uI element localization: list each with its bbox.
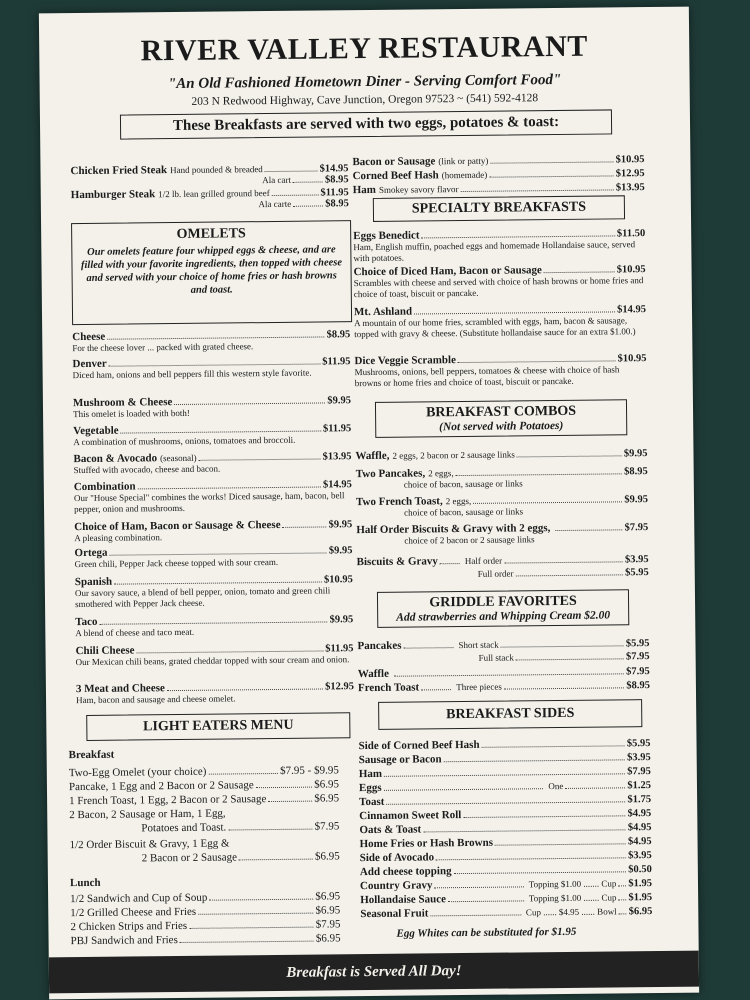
restaurant-name: RIVER VALLEY RESTAURANT xyxy=(140,29,588,68)
menu-item: Oats & Toast $4.95 xyxy=(359,822,652,837)
griddle-box xyxy=(377,589,629,628)
egg-whites-note: Egg Whites can be substituted for $1.95 xyxy=(396,925,577,940)
menu-item: Ham Smokey savory flavor $13.95 xyxy=(352,182,645,197)
light-eaters-heading: LIGHT EATERS MENU xyxy=(86,712,350,741)
address: 203 N Redwood Highway, Cave Junction, Oregon 97523 ~ (541) 592-4128 xyxy=(191,92,539,108)
menu-item: Eggs Benedict $11.50 Ham, English muffin, poached eggs and homemade Hollandaise sauce, served with potatoes. xyxy=(353,228,646,263)
menu-item: Dice Veggie Scramble $10.95 Mushrooms, onions, bell peppers, tomatoes & cheese with choice of hash browns or home fries and choice of toast, biscuit or pancake. xyxy=(354,353,647,388)
menu-item: Bacon or Sausage (link or patty) $10.95 xyxy=(352,154,645,169)
combos-heading: BREAKFAST COMBOS xyxy=(425,403,577,421)
lunch-label: Lunch xyxy=(69,876,101,890)
menu-item: Spanish $10.95 Our savory sauce, a blend of bell pepper, onion, tomato and green chili smothered with Pepper Jack cheese. xyxy=(74,574,353,609)
menu-item: Home Fries or Hash Browns $4.95 xyxy=(359,836,652,851)
griddle-heading: GRIDDLE FAVORITES xyxy=(429,593,577,611)
menu-item: Choice of Diced Ham, Bacon or Sausage $10.95 Scrambles with cheese and served with choice of hash browns or home fries and choice of toast, biscuit or pancake. xyxy=(353,264,646,299)
sides-heading: BREAKFAST SIDES xyxy=(378,699,642,730)
menu-item: Waffle $7.95 xyxy=(357,666,650,681)
menu-item: Eggs One $1.25 xyxy=(358,780,652,795)
menu-item: Country Gravy Topping $1.00 ....... Cup $1.95 xyxy=(359,878,653,893)
menu-item: Taco $9.95 A blend of cheese and taco meat. xyxy=(75,614,354,639)
menu-item: 3 Meat and Cheese $12.95 Ham, bacon and sausage and cheese omelet. xyxy=(75,681,354,706)
menu-item: Biscuits & Gravy Half order $3.95 xyxy=(356,554,649,569)
menu-item: Cheese $8.95 For the cheese lover ... packed with grated cheese. xyxy=(72,329,351,354)
light-item: 1 French Toast, 1 Egg, 2 Bacon or 2 Sausage $6.95 xyxy=(69,792,340,808)
light-item: PBJ Sandwich and Fries $6.95 xyxy=(70,932,341,948)
menu-item: Toast $1.75 xyxy=(359,794,652,809)
menu-item: Ortega $9.95 Green chili, Pepper Jack cheese topped with sour cream. xyxy=(74,545,353,570)
menu-item: Mushroom & Cheese $9.95 This omelet is loaded with both! xyxy=(72,395,351,420)
menu-item: Corned Beef Hash (homemade) $12.95 xyxy=(352,168,645,183)
menu-item: Cinnamon Sweet Roll $4.95 xyxy=(359,808,652,823)
menu-item: Combination $14.95 Our "House Special" combines the works! Diced sausage, ham, bacon, bell pepper, onion and mushrooms. xyxy=(73,479,352,514)
menu-item: Full stack $7.95 xyxy=(478,651,650,663)
menu-item: Bacon & Avocado (seasonal) $13.95 Stuffed with avocado, cheese and bacon. xyxy=(73,451,352,476)
omelets-description: Our omelets feature four whipped eggs & cheese, and are filled with your favorite ingredients, then topped with cheese and served with your choice of home fries or hash browns and toast. xyxy=(80,244,343,296)
omelets-box xyxy=(71,220,352,325)
menu-item: Waffle, 2 eggs, 2 bacon or 2 sausage links $9.95 xyxy=(355,448,648,463)
griddle-subheading: Add strawberries and Whipping Cream $2.00 xyxy=(396,609,611,624)
light-item: 2 Bacon or 2 Sausage $6.95 xyxy=(141,850,340,865)
menu-item: Ham $7.95 xyxy=(358,766,651,781)
menu-item: Denver $11.95 Diced ham, onions and bell peppers fill this western style favorite. xyxy=(72,356,351,381)
tagline: "An Old Fashioned Hometown Diner - Serving Comfort Food" xyxy=(167,71,562,93)
menu-page xyxy=(39,7,699,1000)
light-item: 2 Bacon, 2 Sausage or Ham, 1 Egg, xyxy=(69,807,226,822)
light-item: Two-Egg Omelet (your choice) $7.95 - $9.95 xyxy=(68,764,339,780)
menu-item: Side of Avocado $3.95 xyxy=(359,850,652,865)
combos-box xyxy=(375,399,627,438)
light-item: Potatoes and Toast. $7.95 xyxy=(141,820,340,835)
menu-item: French Toast Three pieces $8.95 xyxy=(357,680,650,695)
menu-item: Half Order Biscuits & Gravy with 2 eggs, $7.95 choice of 2 bacon or 2 sausage links xyxy=(356,522,649,546)
menu-item: Choice of Ham, Bacon or Sausage & Cheese $9.95 A pleasing combination. xyxy=(74,518,353,544)
menu-item: Add cheese topping $0.50 xyxy=(359,864,652,879)
menu-item: Sausage or Bacon $3.95 xyxy=(358,752,651,767)
menu-item: Pancakes Short stack $5.95 xyxy=(357,638,650,653)
light-item: 1/2 Grilled Cheese and Fries $6.95 xyxy=(70,904,341,920)
menu-item: Two French Toast, 2 eggs, $9.95 choice of bacon, sausage or links xyxy=(355,494,649,518)
menu-item: Full order $5.95 xyxy=(477,567,649,579)
combos-subheading: (Not served with Potatoes) xyxy=(439,419,564,434)
specialty-heading: SPECIALTY BREAKFASTS xyxy=(373,195,625,222)
menu-item: Mt. Ashland $14.95 A mountain of our home fries, scrambled with eggs, ham, bacon & sausage, topped with gravy & cheese. (Substitute hollandaise sauce for an extra $1.00.) xyxy=(353,304,647,339)
footer-banner: Breakfast is Served All Day! xyxy=(49,951,699,994)
menu-item: Two Pancakes, 2 eggs, $8.95 choice of bacon, sausage or links xyxy=(355,466,648,490)
breakfast-banner: These Breakfasts are served with two eggs, potatoes & toast: xyxy=(120,109,612,139)
menu-item: Hollandaise Sauce Topping $1.00 ....... Cup $1.95 xyxy=(360,892,653,907)
menu-item: Chicken Fried Steak Hand pounded & breaded $14.95 Ala cart $8.95 xyxy=(70,163,349,186)
breakfast-label: Breakfast xyxy=(68,748,115,762)
menu-item: Chili Cheese $11.95 Our Mexican chili beans, grated cheddar topped with sour cream and onion. xyxy=(75,643,354,668)
menu-item: Hamburger Steak 1/2 lb. lean grilled ground beef $11.95 Ala carte $8.95 xyxy=(70,187,349,210)
menu-item: Vegetable $11.95 A combination of mushrooms, onions, tomatoes and broccoli. xyxy=(73,423,352,448)
omelets-heading: OMELETS xyxy=(176,226,246,243)
left-column xyxy=(69,10,349,210)
light-item: 1/2 Order Biscuit & Gravy, 1 Egg & xyxy=(69,837,230,852)
light-item: Pancake, 1 Egg and 2 Bacon or 2 Sausage $6.95 xyxy=(68,778,340,794)
light-item: 1/2 Sandwich and Cup of Soup $6.95 xyxy=(70,890,341,906)
menu-item: Side of Corned Beef Hash $5.95 xyxy=(358,738,651,753)
light-item: 2 Chicken Strips and Fries $7.95 xyxy=(70,918,341,934)
menu-item: Seasonal Fruit Cup ...... $4.95 ...... Bowl $6.95 xyxy=(360,906,653,921)
